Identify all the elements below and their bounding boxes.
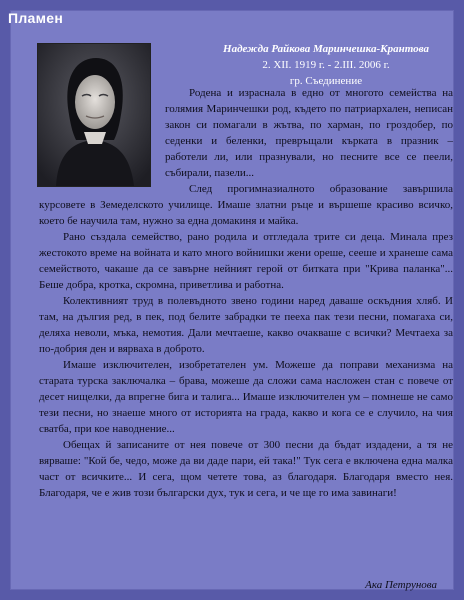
paragraph: След прогимназиалното образование завършила курсовете в Земеделското училище. Имаше златни ръце и вършеше красиво всичко, което бе научила там, нужно за една домакиня и майка. bbox=[39, 183, 453, 227]
author-signature: Ака Петрунова bbox=[365, 579, 437, 591]
watermark-text: Пламен bbox=[8, 10, 64, 26]
document-page bbox=[10, 10, 454, 590]
paragraph: Рано създала семейство, рано родила и отгледала трите си деца. Минала през жестокото време на войната и като много войнишки жени орешe, сееше и хранеше сама семейството, чакаше да се завърне нейният герой от битката при "Крива паланка"... Беше добра, кротка, скромна, приветлива и работна. bbox=[39, 231, 453, 291]
birth-place: гр. Съединение bbox=[289, 75, 363, 87]
paragraph: Колективният труд в полевъдното звено години наред даваше оскъдния хляб. И там, на дългия ред, в пек, под белите забрадки те пееха пак тези песни, помагаха си, деляха неволи, мъка, немотия. Дали мечтаеше, какво очакваше с всички? Мечтаеха за по-добрия ден и вярваха в доброто. bbox=[39, 295, 453, 355]
photo-spacer bbox=[39, 39, 165, 189]
paragraph: Имаше изключителен, изобретателен ум. Можеше да поправи механизма на старата турска заключалка – брава, можеше да сложи сама нaсложен стан с повече от десет нищелки, да впрегне бига и талига... Имаше изключителен ум – помнеше не само тези песни, но знаеше много от историята на града, какво и кога се е случило, на чия сватба, при кое наводнение... bbox=[39, 359, 453, 435]
life-dates: 2. XII. 1919 г. - 2.III. 2006 г. bbox=[262, 59, 390, 71]
person-name: Надежда Райкова Маринчешка-Крантова bbox=[223, 43, 429, 55]
biography-text bbox=[39, 39, 453, 501]
paragraph: Родена и израснала в едно от многото семейства на голямия Маринчешки род, където по патриархален, неписан закон си помагали в жътва, по харман, по гроздобер, по седенки и беленки, превръщали кърката в празник – работели ли, или празнували, но песните все се пеели, събирали, пазели... bbox=[165, 87, 453, 179]
paragraph: Обещах й записаните от нея повече от 300 песни да бъдат издадени, а тя не вярваше: "Кой бе, чедо, може да ви даде пари, ей така!" Тук сега е включена една малка част от всичките... И сега, щом четете това, аз благодаря. Благодаря вместо нея. Благодаря, че е жив този български дух, тук и сега, и че ще го има завинаги! bbox=[39, 439, 453, 499]
